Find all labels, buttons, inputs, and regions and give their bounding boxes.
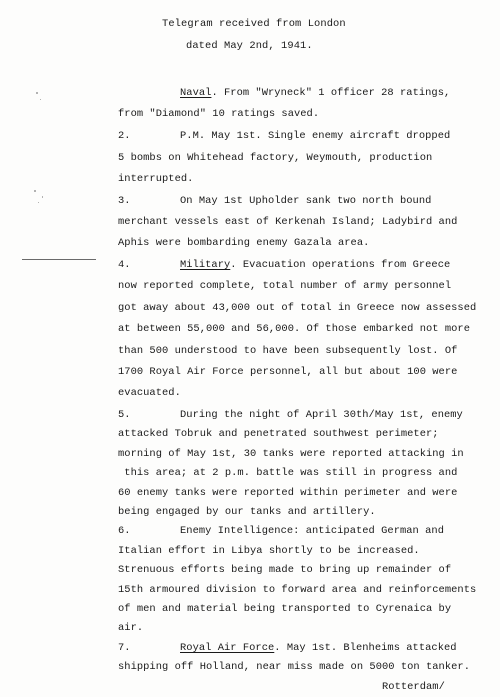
para6-line1: Enemy Intelligence: anticipated German and bbox=[180, 525, 444, 537]
continuation-catchword: Rotterdam/ bbox=[382, 681, 445, 693]
para4-line1: Military. Evacuation operations from Greece bbox=[180, 259, 451, 271]
para4-line3: got away about 43,000 out of total in Greece now assessed bbox=[118, 302, 477, 314]
para4-line2: now reported complete, total number of army personnel bbox=[118, 280, 452, 292]
raf-heading: Royal Air Force bbox=[180, 642, 275, 654]
para5-line6: being engaged by our tanks and artillery. bbox=[118, 506, 376, 518]
para4-number: 4. bbox=[118, 259, 131, 271]
para7-line1: Royal Air Force. May 1st. Blenheims attacked bbox=[180, 642, 457, 654]
para5-line4: this area; at 2 p.m. battle was still in progress and bbox=[118, 467, 458, 479]
para4-line5: than 500 understood to have been subsequently lost. Of bbox=[118, 345, 458, 357]
para3-number: 3. bbox=[118, 195, 131, 207]
para2-number: 2. bbox=[118, 130, 131, 142]
para5-line3: morning of May 1st, 30 tanks were reported attacking in bbox=[118, 448, 464, 460]
para3-line2: merchant vessels east of Kerkenah Island; Ladybird and bbox=[118, 216, 458, 228]
para3-line1: On May 1st Upholder sank two north bound bbox=[180, 195, 432, 207]
para6-line4: 15th armoured division to forward area and reinforcements bbox=[118, 584, 477, 596]
telegram-date: dated May 2nd, 1941. bbox=[186, 40, 313, 52]
para2-line2: 5 bombs on Whitehead factory, Weymouth, production bbox=[118, 152, 433, 164]
para6-line3: Strenuous efforts being made to bring up remainder of bbox=[118, 564, 452, 576]
para6-line2: Italian effort in Libya shortly to be increased. bbox=[118, 545, 420, 557]
margin-speck bbox=[38, 202, 39, 203]
para5-line5: 60 enemy tanks were reported within perimeter and were bbox=[118, 487, 458, 499]
para5-line1: During the night of April 30th/May 1st, enemy bbox=[180, 409, 463, 421]
para2-line3: interrupted. bbox=[118, 173, 194, 185]
para5-line2: attacked Tobruk and penetrated southwest perimeter; bbox=[118, 428, 439, 440]
margin-speck bbox=[42, 196, 43, 198]
para7-line2: shipping off Holland, near miss made on 5000 ton tanker. bbox=[118, 661, 470, 673]
margin-speck bbox=[34, 190, 36, 192]
para5-number: 5. bbox=[118, 409, 131, 421]
para7-number-visible: 7. bbox=[118, 642, 131, 654]
para6-number: 6. bbox=[118, 525, 131, 537]
para4-line7: evacuated. bbox=[118, 387, 181, 399]
para2-line1: P.M. May 1st. Single enemy aircraft dropped bbox=[180, 130, 451, 142]
margin-speck bbox=[36, 92, 38, 94]
para4-line6: 1700 Royal Air Force personnel, all but about 100 were bbox=[118, 366, 458, 378]
margin-rule bbox=[22, 259, 96, 260]
para1-line2: from "Diamond" 10 ratings saved. bbox=[118, 108, 320, 120]
para3-line3: Aphis were bombarding enemy Gazala area. bbox=[118, 237, 370, 249]
para4-line4: at between 55,000 and 56,000. Of those embarked not more bbox=[118, 323, 470, 335]
naval-heading: Naval bbox=[180, 87, 212, 99]
para6-line5: of men and material being transported to Cyrenaica by bbox=[118, 603, 452, 615]
military-heading: Military bbox=[180, 259, 231, 271]
margin-speck bbox=[40, 99, 41, 100]
para6-line6: air. bbox=[118, 622, 144, 634]
telegram-title: Telegram received from London bbox=[162, 18, 346, 30]
para1-line1: Naval. From "Wryneck" 1 officer 28 ratings, bbox=[180, 87, 451, 99]
